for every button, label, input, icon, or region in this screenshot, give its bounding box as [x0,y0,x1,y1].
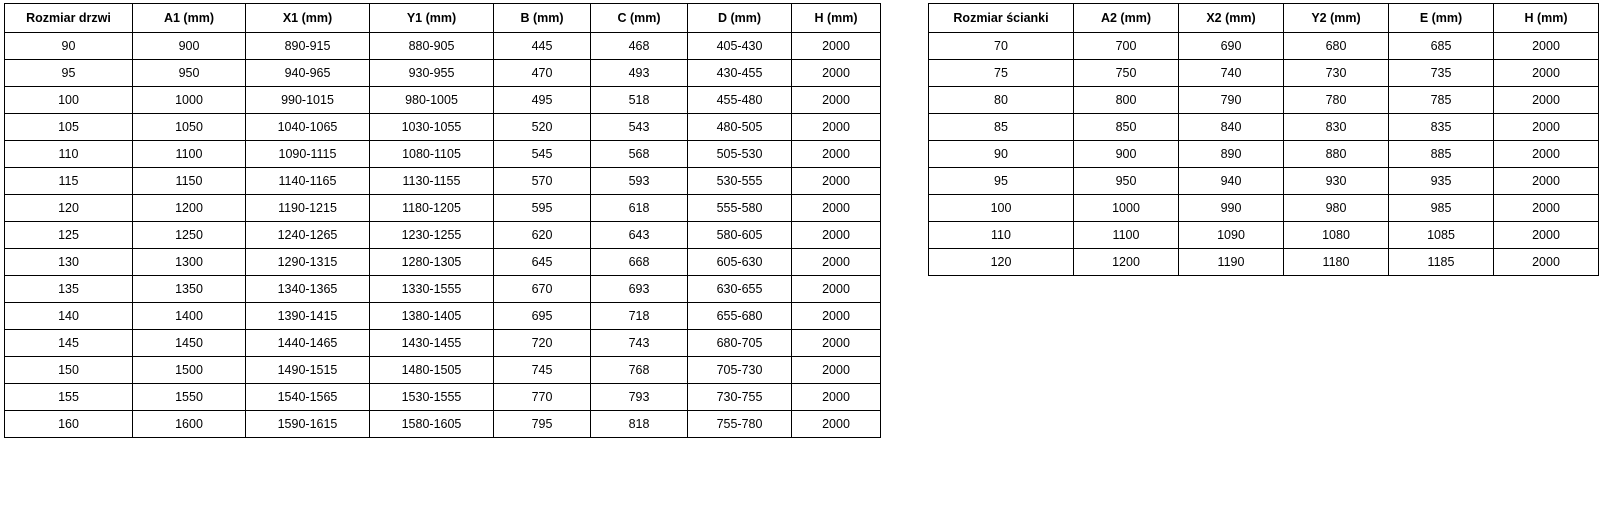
table-row [929,33,1599,60]
table-row [5,114,881,141]
cell-b: 470 [494,60,591,87]
cell-y2: 1180 [1284,249,1389,276]
table-row [5,87,881,114]
cell-y2: 780 [1284,87,1389,114]
cell-b: 745 [494,357,591,384]
cell-b: 645 [494,249,591,276]
cell-x2: 1190 [1179,249,1284,276]
cell-h: 2000 [792,222,881,249]
column-header-e: E (mm) [1389,4,1494,33]
cell-h: 2000 [792,114,881,141]
cell-door-size: 145 [5,330,133,357]
cell-c: 568 [591,141,688,168]
cell-d: 605-630 [688,249,792,276]
cell-c: 793 [591,384,688,411]
cell-door-size: 90 [5,33,133,60]
cell-c: 668 [591,249,688,276]
cell-a2: 1000 [1074,195,1179,222]
cell-h: 2000 [792,357,881,384]
cell-a2: 1200 [1074,249,1179,276]
table-row [5,33,881,60]
doors-dimensions-table [4,3,881,438]
cell-door-size: 135 [5,276,133,303]
cell-b: 445 [494,33,591,60]
table-row [5,276,881,303]
column-header-wall-size: Rozmiar ścianki [929,4,1074,33]
cell-a2: 800 [1074,87,1179,114]
cell-x1: 990-1015 [246,87,370,114]
cell-b: 770 [494,384,591,411]
cell-h: 2000 [792,195,881,222]
cell-y2: 830 [1284,114,1389,141]
cell-e: 885 [1389,141,1494,168]
cell-x2: 990 [1179,195,1284,222]
cell-a1: 1400 [133,303,246,330]
cell-b: 670 [494,276,591,303]
column-header-y1: Y1 (mm) [370,4,494,33]
cell-y1: 1180-1205 [370,195,494,222]
cell-x2: 740 [1179,60,1284,87]
table-row [929,168,1599,195]
cell-x1: 1140-1165 [246,168,370,195]
cell-c: 643 [591,222,688,249]
cell-e: 785 [1389,87,1494,114]
cell-y1: 1580-1605 [370,411,494,438]
cell-a1: 1100 [133,141,246,168]
cell-y1: 1280-1305 [370,249,494,276]
cell-y1: 1130-1155 [370,168,494,195]
cell-c: 693 [591,276,688,303]
cell-x1: 1440-1465 [246,330,370,357]
table-row [5,357,881,384]
cell-h: 2000 [792,141,881,168]
cell-a1: 1150 [133,168,246,195]
cell-x1: 1290-1315 [246,249,370,276]
table-row [929,141,1599,168]
cell-y2: 1080 [1284,222,1389,249]
cell-x1: 1540-1565 [246,384,370,411]
cell-a1: 1600 [133,411,246,438]
doors-table-head [5,4,881,33]
column-header-x1: X1 (mm) [246,4,370,33]
wall-dimensions-table [928,3,1599,276]
cell-door-size: 130 [5,249,133,276]
cell-b: 520 [494,114,591,141]
cell-wall-size: 75 [929,60,1074,87]
cell-h: 2000 [1494,222,1599,249]
column-header-d: D (mm) [688,4,792,33]
cell-wall-size: 120 [929,249,1074,276]
cell-door-size: 95 [5,60,133,87]
cell-x2: 1090 [1179,222,1284,249]
cell-h: 2000 [1494,168,1599,195]
cell-y1: 1330-1555 [370,276,494,303]
cell-b: 495 [494,87,591,114]
cell-h: 2000 [1494,141,1599,168]
wall-table-head [929,4,1599,33]
cell-d: 580-605 [688,222,792,249]
cell-a1: 950 [133,60,246,87]
table-row [5,141,881,168]
cell-c: 768 [591,357,688,384]
cell-y2: 880 [1284,141,1389,168]
table-row [929,114,1599,141]
cell-h: 2000 [792,60,881,87]
cell-a1: 1450 [133,330,246,357]
cell-wall-size: 95 [929,168,1074,195]
table-row [5,222,881,249]
cell-a1: 1550 [133,384,246,411]
cell-a2: 900 [1074,141,1179,168]
cell-door-size: 100 [5,87,133,114]
cell-e: 835 [1389,114,1494,141]
cell-a2: 750 [1074,60,1179,87]
cell-wall-size: 100 [929,195,1074,222]
cell-wall-size: 80 [929,87,1074,114]
cell-a2: 850 [1074,114,1179,141]
cell-y1: 1530-1555 [370,384,494,411]
table-row [929,249,1599,276]
cell-h: 2000 [1494,249,1599,276]
cell-x1: 1390-1415 [246,303,370,330]
cell-h: 2000 [792,33,881,60]
cell-c: 493 [591,60,688,87]
cell-a1: 1050 [133,114,246,141]
cell-y1: 880-905 [370,33,494,60]
cell-x2: 690 [1179,33,1284,60]
cell-e: 1185 [1389,249,1494,276]
table-row [929,60,1599,87]
table-row [5,384,881,411]
cell-d: 430-455 [688,60,792,87]
table-row [5,168,881,195]
cell-c: 543 [591,114,688,141]
table-row [929,222,1599,249]
cell-a1: 1500 [133,357,246,384]
cell-h: 2000 [1494,33,1599,60]
cell-c: 593 [591,168,688,195]
cell-d: 655-680 [688,303,792,330]
cell-wall-size: 70 [929,33,1074,60]
cell-wall-size: 110 [929,222,1074,249]
cell-d: 530-555 [688,168,792,195]
cell-y1: 1030-1055 [370,114,494,141]
cell-x2: 840 [1179,114,1284,141]
cell-h: 2000 [1494,195,1599,222]
cell-y2: 930 [1284,168,1389,195]
cell-x1: 1340-1365 [246,276,370,303]
cell-e: 1085 [1389,222,1494,249]
cell-b: 570 [494,168,591,195]
column-header-c: C (mm) [591,4,688,33]
cell-d: 705-730 [688,357,792,384]
cell-h: 2000 [792,249,881,276]
cell-door-size: 155 [5,384,133,411]
cell-h: 2000 [792,384,881,411]
cell-x1: 890-915 [246,33,370,60]
cell-y1: 1080-1105 [370,141,494,168]
cell-h: 2000 [792,411,881,438]
cell-x2: 890 [1179,141,1284,168]
cell-c: 618 [591,195,688,222]
cell-d: 555-580 [688,195,792,222]
cell-door-size: 160 [5,411,133,438]
table-row [929,195,1599,222]
column-header-x2: X2 (mm) [1179,4,1284,33]
table-row [5,195,881,222]
cell-y1: 1480-1505 [370,357,494,384]
cell-d: 455-480 [688,87,792,114]
cell-h: 2000 [792,168,881,195]
cell-door-size: 115 [5,168,133,195]
column-header-h: H (mm) [792,4,881,33]
cell-x2: 790 [1179,87,1284,114]
table-row [5,330,881,357]
cell-h: 2000 [792,276,881,303]
column-header-a1: A1 (mm) [133,4,246,33]
column-header-a2: A2 (mm) [1074,4,1179,33]
cell-wall-size: 90 [929,141,1074,168]
cell-h: 2000 [792,303,881,330]
cell-a2: 700 [1074,33,1179,60]
cell-wall-size: 85 [929,114,1074,141]
table-header-row [929,4,1599,33]
cell-x2: 940 [1179,168,1284,195]
cell-a1: 1300 [133,249,246,276]
wall-table-body [929,33,1599,276]
cell-b: 795 [494,411,591,438]
cell-c: 743 [591,330,688,357]
cell-a1: 1000 [133,87,246,114]
cell-x1: 1040-1065 [246,114,370,141]
doors-table-body [5,33,881,438]
cell-h: 2000 [792,330,881,357]
column-header-y2: Y2 (mm) [1284,4,1389,33]
cell-x1: 1190-1215 [246,195,370,222]
table-header-row [5,4,881,33]
cell-h: 2000 [1494,114,1599,141]
cell-x1: 1490-1515 [246,357,370,384]
table-row [929,87,1599,114]
cell-h: 2000 [1494,60,1599,87]
cell-y2: 730 [1284,60,1389,87]
cell-a2: 950 [1074,168,1179,195]
cell-door-size: 140 [5,303,133,330]
cell-b: 720 [494,330,591,357]
cell-a2: 1100 [1074,222,1179,249]
table-row [5,303,881,330]
cell-e: 685 [1389,33,1494,60]
cell-door-size: 125 [5,222,133,249]
cell-x1: 1590-1615 [246,411,370,438]
cell-e: 735 [1389,60,1494,87]
cell-b: 595 [494,195,591,222]
cell-d: 405-430 [688,33,792,60]
cell-door-size: 120 [5,195,133,222]
cell-y2: 980 [1284,195,1389,222]
cell-d: 480-505 [688,114,792,141]
cell-door-size: 110 [5,141,133,168]
cell-e: 935 [1389,168,1494,195]
cell-y1: 1380-1405 [370,303,494,330]
cell-c: 518 [591,87,688,114]
column-header-h: H (mm) [1494,4,1599,33]
cell-x1: 1090-1115 [246,141,370,168]
table-row [5,411,881,438]
cell-y1: 930-955 [370,60,494,87]
cell-x1: 940-965 [246,60,370,87]
cell-b: 545 [494,141,591,168]
cell-h: 2000 [792,87,881,114]
cell-d: 755-780 [688,411,792,438]
cell-door-size: 105 [5,114,133,141]
table-row [5,249,881,276]
cell-x1: 1240-1265 [246,222,370,249]
cell-c: 718 [591,303,688,330]
cell-c: 818 [591,411,688,438]
cell-a1: 1250 [133,222,246,249]
cell-h: 2000 [1494,87,1599,114]
cell-d: 505-530 [688,141,792,168]
cell-a1: 900 [133,33,246,60]
cell-y1: 1430-1455 [370,330,494,357]
cell-b: 620 [494,222,591,249]
cell-d: 680-705 [688,330,792,357]
cell-a1: 1200 [133,195,246,222]
cell-door-size: 150 [5,357,133,384]
cell-y1: 980-1005 [370,87,494,114]
cell-y1: 1230-1255 [370,222,494,249]
cell-y2: 680 [1284,33,1389,60]
cell-d: 730-755 [688,384,792,411]
column-header-b: B (mm) [494,4,591,33]
table-row [5,60,881,87]
cell-e: 985 [1389,195,1494,222]
cell-a1: 1350 [133,276,246,303]
cell-d: 630-655 [688,276,792,303]
cell-b: 695 [494,303,591,330]
column-header-door-size: Rozmiar drzwi [5,4,133,33]
cell-c: 468 [591,33,688,60]
